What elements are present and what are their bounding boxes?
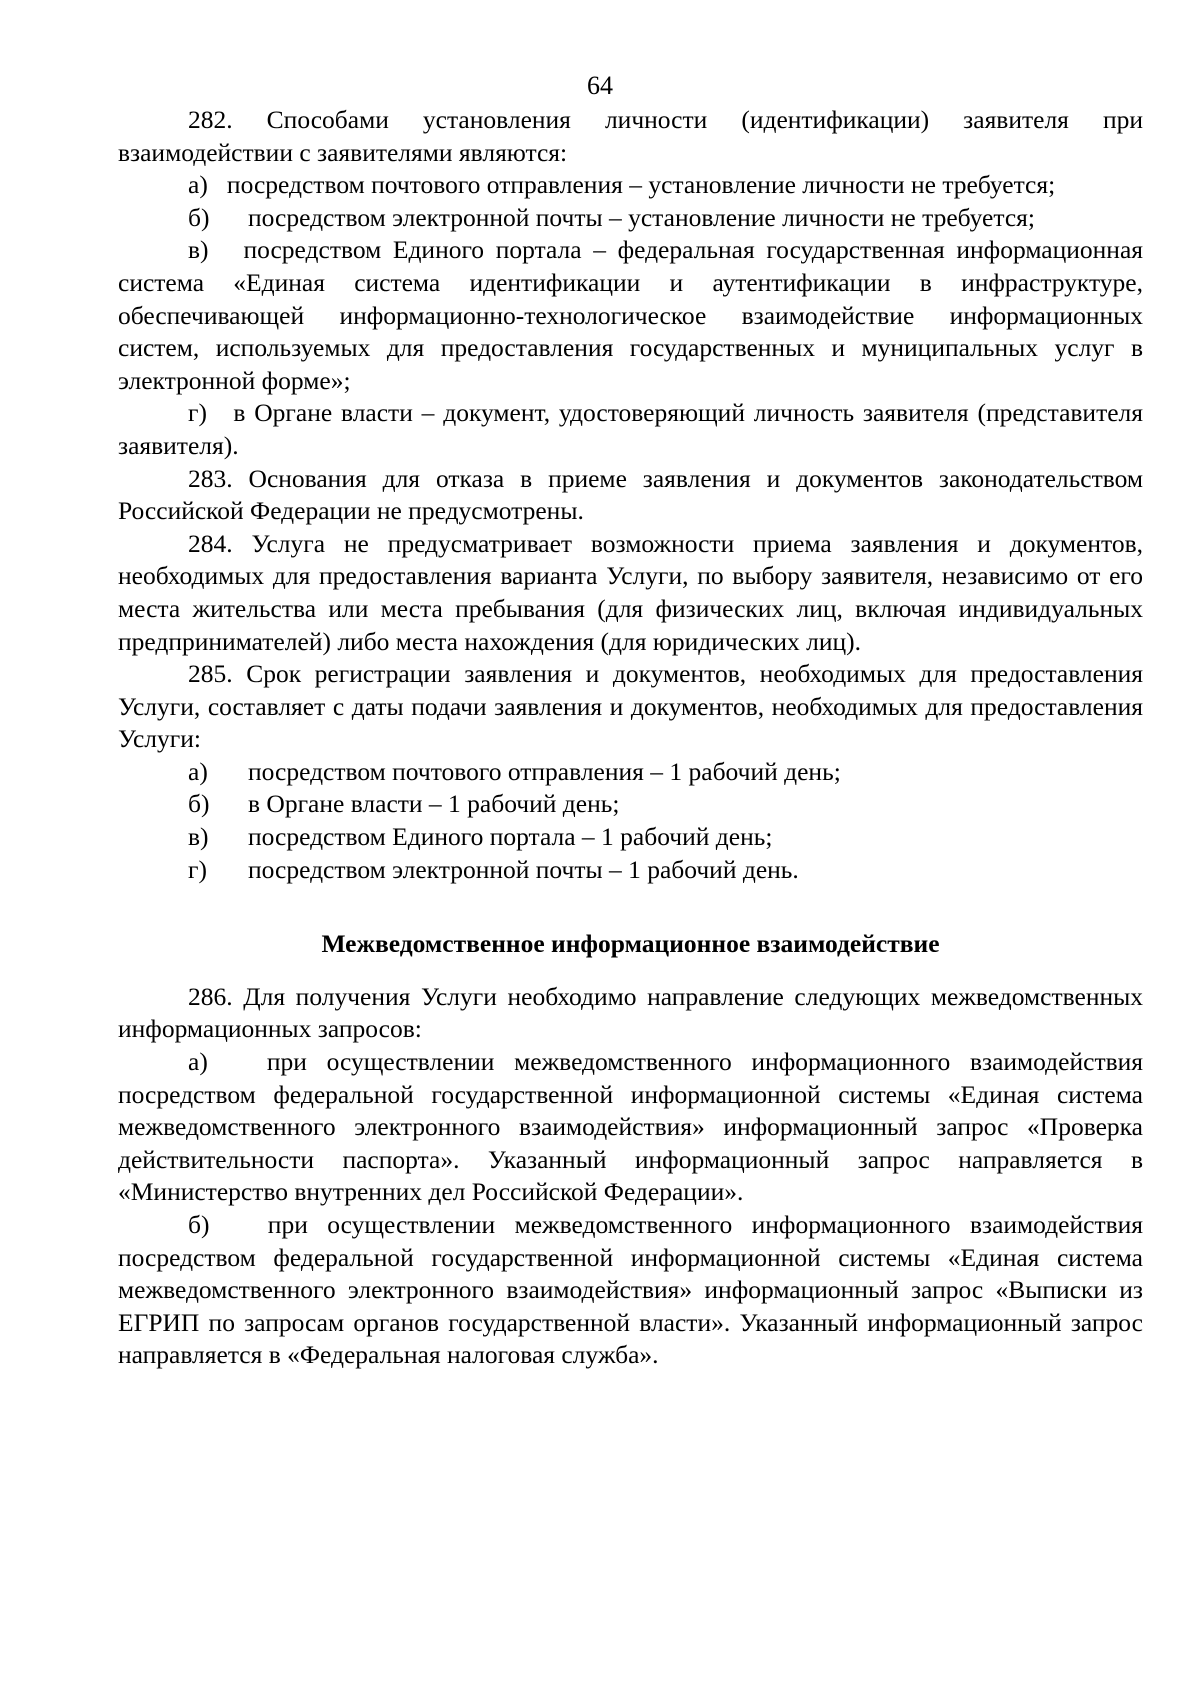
list-text: в Органе власти – 1 рабочий день;: [248, 789, 620, 819]
list-marker: б): [188, 202, 210, 232]
list-text: посредством почтового отправления – 1 рабочий день;: [248, 756, 841, 786]
document-body: [118, 104, 1143, 1372]
paragraph-286-b: б) при осуществлении межведомственного информационного взаимодействия посредством федеральной государственной информационной системы «Единая система межведомственного электронного взаимодействия» информационный запрос «Выписки из ЕГРИП по запросам органов государственной власти». Указанный информационный запрос направляется в «Федеральная налоговая служба».: [118, 1210, 1143, 1370]
paragraph-text: Для получения Услуги необходимо направление следующих межведомственных информационных запросов:: [118, 981, 1143, 1044]
list-marker: б): [188, 789, 210, 819]
paragraph-number: 283.: [188, 463, 233, 493]
paragraph-282-b: [118, 202, 1143, 235]
paragraph-282: [118, 104, 1143, 169]
paragraph-text: Способами установления личности (идентификации) заявителя при взаимодействии с заявителями являются:: [118, 105, 1143, 167]
paragraph-282-v: в) посредством Единого портала – федеральная государственная информационная система «Единая система идентификации и аутентификации в инфраструктуре, обеспечивающей информационно-технологическое взаимодействие информационных систем, используемых для предоставления государственных и муниципальных услуг в электронной форме»;: [118, 235, 1143, 395]
list-text: посредством электронной почты – 1 рабочий день.: [248, 854, 799, 884]
paragraph-285-b: [118, 788, 1143, 821]
list-marker: в): [188, 822, 209, 852]
paragraph-283: [118, 463, 1143, 528]
paragraph-285: [118, 658, 1143, 756]
paragraph-number: 282.: [188, 105, 233, 134]
list-text: посредством Единого портала – 1 рабочий день;: [248, 822, 773, 852]
paragraph-282-g: г) в Органе власти – документ, удостоверяющий личность заявителя (представителя заявителя).: [118, 398, 1143, 460]
page-number: 64: [587, 71, 613, 100]
list-text: посредством электронной почты – установление личности не требуется;: [248, 202, 1035, 232]
paragraph-286: [118, 981, 1143, 1046]
paragraph-number: 286.: [188, 981, 233, 1011]
paragraph-284: [118, 528, 1143, 658]
paragraph-number: 284.: [188, 528, 233, 558]
list-marker: г): [188, 854, 207, 884]
paragraph-285-a: [118, 756, 1143, 789]
list-marker: а): [188, 756, 208, 786]
section-heading: Межведомственное информационное взаимодействие: [321, 929, 940, 959]
paragraph-text: Срок регистрации заявления и документов, необходимых для предоставления Услуги, составляет с даты подачи заявления и документов, необходимых для предоставления Услуги:: [118, 659, 1144, 754]
paragraph-285-v: [118, 821, 1143, 854]
paragraph-text: Услуга не предусматривает возможности приема заявления и документов, необходимых для предоставления варианта Услуги, по выбору заявителя, независимо от его места жительства или места пребывания (для физических лиц, включая индивидуальных предпринимателей) либо места нахождения (для юридических лиц).: [118, 528, 1143, 656]
paragraph-286-a: а) при осуществлении межведомственного информационного взаимодействия посредством федеральной государственной информационной системы «Единая система межведомственного электронного взаимодействия» информационный запрос «Проверка действительности паспорта». Указанный информационный запрос направляется в «Министерство внутренних дел Российской Федерации».: [118, 1047, 1143, 1207]
paragraph-282-a: а) посредством почтового отправления – установление личности не требуется;: [188, 170, 1056, 200]
paragraph-number: 285.: [188, 659, 233, 689]
paragraph-text: Основания для отказа в приеме заявления и документов законодательством Российской Федерации не предусмотрены.: [118, 463, 1143, 526]
paragraph-285-g: [118, 854, 1143, 887]
